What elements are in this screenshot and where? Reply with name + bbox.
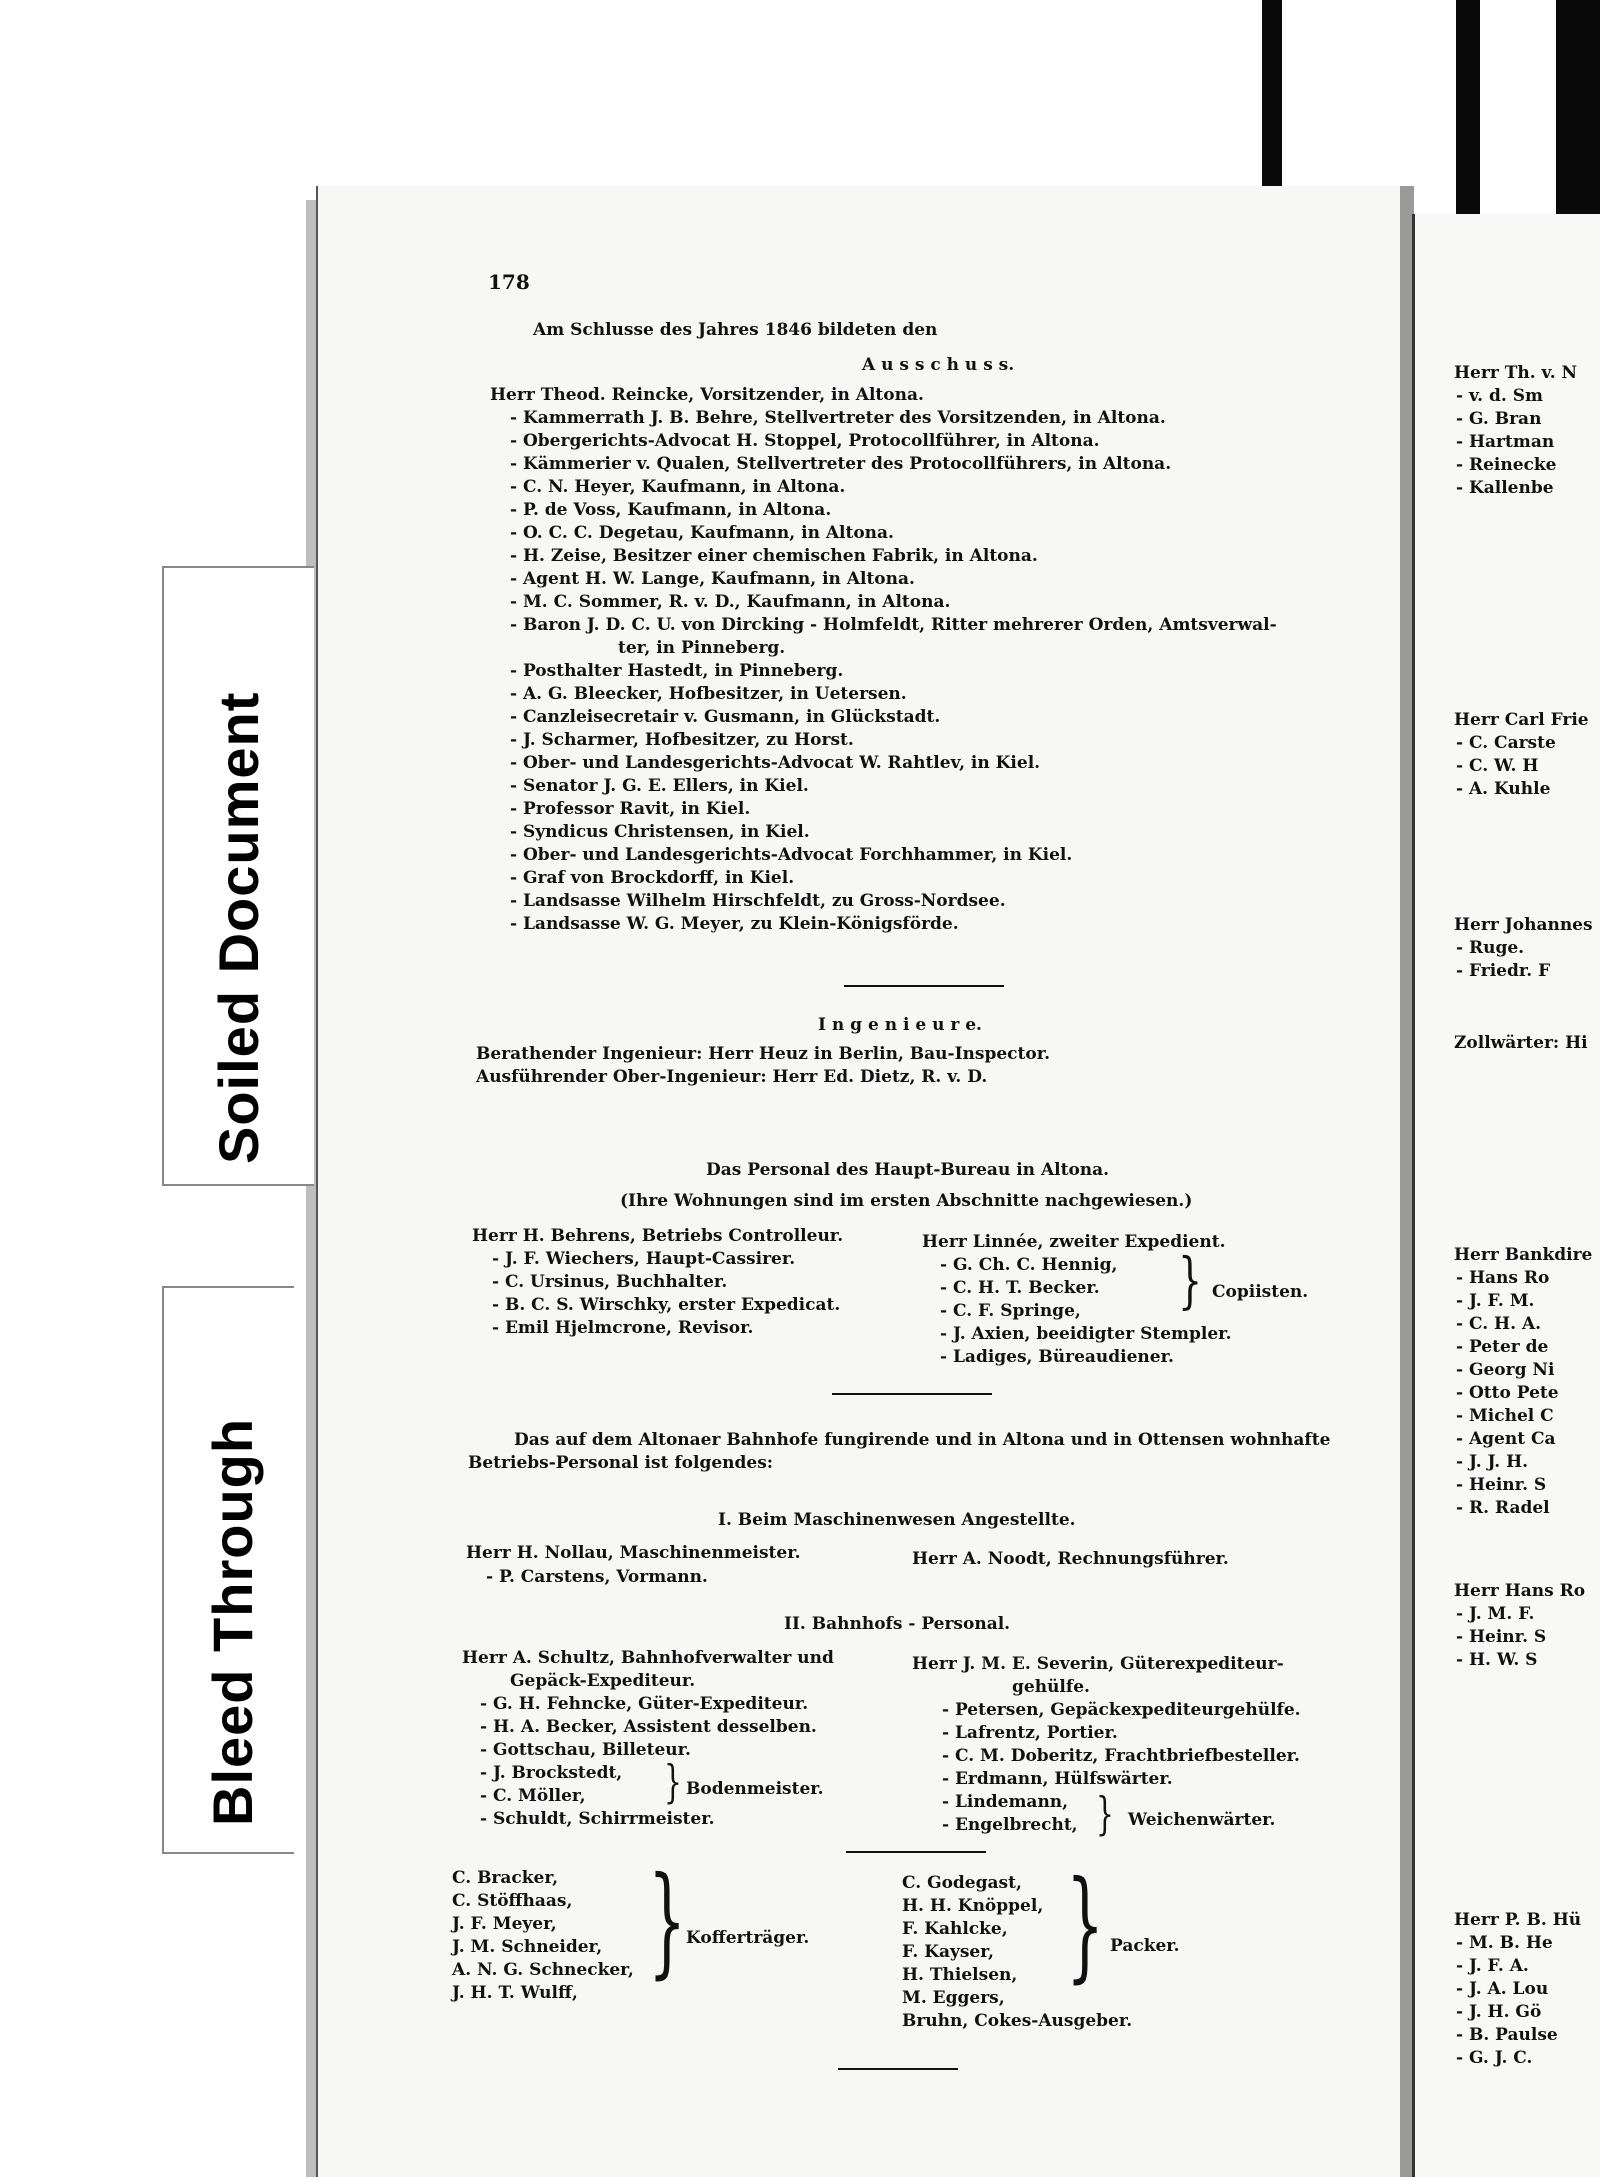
ausschuss-line: - C. N. Heyer, Kaufmann, in Altona. xyxy=(510,477,846,497)
kofferträger-name: J. H. T. Wulff, xyxy=(452,1983,578,2003)
right-page-line: Herr Johannes xyxy=(1454,915,1593,935)
section2-right-line: - Lindemann, xyxy=(942,1792,1069,1812)
ausschuss-line: - Senator J. G. E. Ellers, in Kiel. xyxy=(510,776,809,796)
right-page-line: - G. Bran xyxy=(1456,409,1542,429)
kofferträger-brace: } xyxy=(648,1852,687,1992)
soiled-document-label: Soiled Document xyxy=(207,691,270,1164)
scan-background-top-right xyxy=(1262,0,1282,190)
section2-right-line: Herr J. M. E. Severin, Güterexpediteur- xyxy=(912,1654,1284,1674)
section2-heading: II. Bahnhofs - Personal. xyxy=(784,1614,1011,1634)
ausschuss-line: - Graf von Brockdorff, in Kiel. xyxy=(510,868,795,888)
kofferträger-name: C. Bracker, xyxy=(452,1868,558,1888)
right-page-line: - B. Paulse xyxy=(1456,2025,1558,2045)
ausschuss-line: - H. Zeise, Besitzer einer chemischen Fabrik, in Altona. xyxy=(510,546,1038,566)
personal-right-line: - C. H. T. Becker. xyxy=(940,1278,1100,1298)
right-page-line: - Peter de xyxy=(1456,1337,1549,1357)
right-page-line: - J. M. F. xyxy=(1456,1604,1535,1624)
ausschuss-line: - J. Scharmer, Hofbesitzer, zu Horst. xyxy=(510,730,854,750)
separator-rule xyxy=(846,1851,986,1853)
kofferträger-label: Kofferträger. xyxy=(686,1928,810,1948)
personal-right-line: Herr Linnée, zweiter Expedient. xyxy=(922,1232,1226,1252)
right-page-line: Zollwärter: Hi xyxy=(1454,1033,1588,1053)
packer-name: H. H. Knöppel, xyxy=(902,1896,1044,1916)
copiisten-brace: } xyxy=(1178,1245,1203,1316)
ausschuss-line: - Baron J. D. C. U. von Dircking - Holmfeldt, Ritter mehrerer Orden, Amtsverwal- xyxy=(510,615,1277,635)
section2-left-line: - C. Möller, xyxy=(480,1786,586,1806)
right-page-line: Herr Bankdire xyxy=(1454,1245,1593,1265)
right-page-line: - C. W. H xyxy=(1456,756,1539,776)
kofferträger-name: C. Stöffhaas, xyxy=(452,1891,573,1911)
right-page-line: - M. B. He xyxy=(1456,1933,1553,1953)
ausschuss-line: - Professor Ravit, in Kiel. xyxy=(510,799,751,819)
right-page-line: - C. H. A. xyxy=(1456,1314,1542,1334)
section2-right-line: - C. M. Doberitz, Frachtbriefbesteller. xyxy=(942,1746,1300,1766)
personal-left-line: - J. F. Wiechers, Haupt-Cassirer. xyxy=(492,1249,796,1269)
ausschuss-line: - Syndicus Christensen, in Kiel. xyxy=(510,822,810,842)
personal-left-line: - C. Ursinus, Buchhalter. xyxy=(492,1272,728,1292)
personal-left-line: - B. C. S. Wirschky, erster Expedicat. xyxy=(492,1295,841,1315)
right-page-line: Herr P. B. Hü xyxy=(1454,1910,1582,1930)
right-page-line: - Michel C xyxy=(1456,1406,1554,1426)
right-page-line: - R. Radel xyxy=(1456,1498,1550,1518)
ausschuss-line: - Kammerrath J. B. Behre, Stellvertreter des Vorsitzenden, in Altona. xyxy=(510,408,1166,428)
right-page-line: - J. H. Gö xyxy=(1456,2002,1542,2022)
intro-line: Am Schlusse des Jahres 1846 bildeten den xyxy=(533,320,938,340)
weichenwaerter-label: Weichenwärter. xyxy=(1128,1810,1276,1830)
ausschuss-line: - Ober- und Landesgerichts-Advocat Forchhammer, in Kiel. xyxy=(510,845,1073,865)
right-page-line: - Agent Ca xyxy=(1456,1429,1556,1449)
section2-left-line: Herr A. Schultz, Bahnhofverwalter und xyxy=(462,1648,834,1668)
right-page-line: - J. F. M. xyxy=(1456,1291,1535,1311)
personal-subheading: (Ihre Wohnungen sind im ersten Abschnitte nachgewiesen.) xyxy=(620,1191,1193,1211)
page-number: 178 xyxy=(488,270,530,294)
ausschuss-line: - Landsasse W. G. Meyer, zu Klein-Königsförde. xyxy=(510,914,959,934)
ausschuss-line: - Agent H. W. Lange, Kaufmann, in Altona. xyxy=(510,569,915,589)
ausschuss-line: - P. de Voss, Kaufmann, in Altona. xyxy=(510,500,832,520)
right-page-line: Herr Hans Ro xyxy=(1454,1581,1586,1601)
right-page-line: - Hans Ro xyxy=(1456,1268,1550,1288)
right-page-line: - Kallenbe xyxy=(1456,478,1554,498)
right-page-line: - Hartman xyxy=(1456,432,1555,452)
ingenieur-line: Ausführender Ober-Ingenieur: Herr Ed. Dietz, R. v. D. xyxy=(476,1067,988,1087)
packer-name: H. Thielsen, xyxy=(902,1965,1018,1985)
weichenwaerter-brace: } xyxy=(1096,1787,1114,1840)
packer-brace: } xyxy=(1066,1856,1105,1996)
right-page-clip xyxy=(1416,0,1600,2177)
right-page-line: - J. F. A. xyxy=(1456,1956,1529,1976)
packer-name: Bruhn, Cokes-Ausgeber. xyxy=(902,2011,1133,2031)
ausschuss-line: - A. G. Bleecker, Hofbesitzer, in Uetersen. xyxy=(510,684,907,704)
packer-name: F. Kahlcke, xyxy=(902,1919,1008,1939)
bleed-through-tab xyxy=(162,1286,294,1854)
ausschuss-line: - O. C. C. Degetau, Kaufmann, in Altona. xyxy=(510,523,894,543)
right-page-line: - J. A. Lou xyxy=(1456,1979,1549,1999)
section2-right-line: - Engelbrecht, xyxy=(942,1815,1078,1835)
right-page-line: - C. Carste xyxy=(1456,733,1556,753)
right-page-line: Herr Carl Frie xyxy=(1454,710,1589,730)
separator-rule xyxy=(832,1393,992,1395)
right-page-line: - A. Kuhle xyxy=(1456,779,1551,799)
right-page-line: - G. J. C. xyxy=(1456,2048,1533,2068)
bleed-through-label: Bleed Through xyxy=(201,1417,264,1826)
kofferträger-name: J. F. Meyer, xyxy=(452,1914,557,1934)
right-page-line: - Reinecke xyxy=(1456,455,1557,475)
right-page-line: - Georg Ni xyxy=(1456,1360,1555,1380)
betriebs-intro: Das auf dem Altonaer Bahnhofe fungirende und in Altona und in Ottensen wohnhafte xyxy=(514,1430,1331,1450)
section2-left-line: - J. Brockstedt, xyxy=(480,1763,623,1783)
section2-left-line: - Gottschau, Billeteur. xyxy=(480,1740,691,1760)
right-page-line: Herr Th. v. N xyxy=(1454,363,1578,383)
section2-right-line: - Erdmann, Hülfswärter. xyxy=(942,1769,1173,1789)
section2-right-line: - Petersen, Gepäckexpediteurgehülfe. xyxy=(942,1700,1301,1720)
copiisten-label: Copiisten. xyxy=(1212,1282,1309,1302)
section2-left-line: - H. A. Becker, Assistent desselben. xyxy=(480,1717,817,1737)
bodenmeister-label: Bodenmeister. xyxy=(686,1779,824,1799)
personal-left-line: - Emil Hjelmcrone, Revisor. xyxy=(492,1318,754,1338)
personal-right-line: - C. F. Springe, xyxy=(940,1301,1081,1321)
ausschuss-line: - Ober- und Landesgerichts-Advocat W. Rahtlev, in Kiel. xyxy=(510,753,1041,773)
separator-rule xyxy=(838,2068,958,2070)
ingenieur-line: Berathender Ingenieur: Herr Heuz in Berlin, Bau-Inspector. xyxy=(476,1044,1051,1064)
right-page-line: - v. d. Sm xyxy=(1456,386,1543,406)
personal-heading: Das Personal des Haupt-Bureau in Altona. xyxy=(706,1160,1110,1180)
kofferträger-name: J. M. Schneider, xyxy=(452,1937,603,1957)
personal-right-line: - J. Axien, beeidigter Stempler. xyxy=(940,1324,1232,1344)
section2-left-line: - G. H. Fehncke, Güter-Expediteur. xyxy=(480,1694,809,1714)
personal-right-line: - Ladiges, Büreaudiener. xyxy=(940,1347,1174,1367)
ausschuss-line: - Landsasse Wilhelm Hirschfeldt, zu Gross-Nordsee. xyxy=(510,891,1006,911)
personal-right-line: - G. Ch. C. Hennig, xyxy=(940,1255,1118,1275)
ausschuss-heading: A u s s c h u s s. xyxy=(862,355,1015,375)
personal-left-line: Herr H. Behrens, Betriebs Controlleur. xyxy=(472,1226,844,1246)
right-page-line: - H. W. S xyxy=(1456,1650,1538,1670)
section1-heading: I. Beim Maschinenwesen Angestellte. xyxy=(718,1510,1076,1530)
right-page-line: - Heinr. S xyxy=(1456,1475,1547,1495)
section2-right-line: gehülfe. xyxy=(1012,1677,1090,1697)
separator-rule xyxy=(844,985,1004,987)
packer-name: C. Godegast, xyxy=(902,1873,1022,1893)
ausschuss-line: - M. C. Sommer, R. v. D., Kaufmann, in Altona. xyxy=(510,592,951,612)
section2-left-line: - Schuldt, Schirrmeister. xyxy=(480,1809,715,1829)
ausschuss-line: - Obergerichts-Advocat H. Stoppel, Protocollführer, in Altona. xyxy=(510,431,1100,451)
right-page-line: - Friedr. F xyxy=(1456,961,1551,981)
section1-left-line: Herr H. Nollau, Maschinenmeister. xyxy=(466,1543,801,1563)
soiled-document-tab xyxy=(162,566,314,1186)
ausschuss-line: - Canzleisecretair v. Gusmann, in Glückstadt. xyxy=(510,707,941,727)
ausschuss-line: Herr Theod. Reincke, Vorsitzender, in Altona. xyxy=(490,385,924,405)
right-page-line: - Heinr. S xyxy=(1456,1627,1547,1647)
right-page-line: - Ruge. xyxy=(1456,938,1525,958)
kofferträger-name: A. N. G. Schnecker, xyxy=(452,1960,634,1980)
right-page-line: - Otto Pete xyxy=(1456,1383,1559,1403)
ausschuss-line: - Posthalter Hastedt, in Pinneberg. xyxy=(510,661,844,681)
ausschuss-line: ter, in Pinneberg. xyxy=(618,638,786,658)
packer-name: M. Eggers, xyxy=(902,1988,1005,2008)
packer-label: Packer. xyxy=(1110,1936,1180,1956)
section2-right-line: - Lafrentz, Portier. xyxy=(942,1723,1118,1743)
right-page-line: - J. J. H. xyxy=(1456,1452,1529,1472)
section1-left-line: - P. Carstens, Vormann. xyxy=(486,1567,708,1587)
section2-left-line: Gepäck-Expediteur. xyxy=(510,1671,696,1691)
bodenmeister-brace: } xyxy=(664,1755,682,1808)
ausschuss-line: - Kämmerier v. Qualen, Stellvertreter des Protocollführers, in Altona. xyxy=(510,454,1172,474)
betriebs-intro: Betriebs-Personal ist folgendes: xyxy=(468,1453,774,1473)
packer-name: F. Kayser, xyxy=(902,1942,994,1962)
section1-right-line: Herr A. Noodt, Rechnungsführer. xyxy=(912,1549,1229,1569)
ingenieure-heading: I n g e n i e u r e. xyxy=(818,1015,982,1035)
